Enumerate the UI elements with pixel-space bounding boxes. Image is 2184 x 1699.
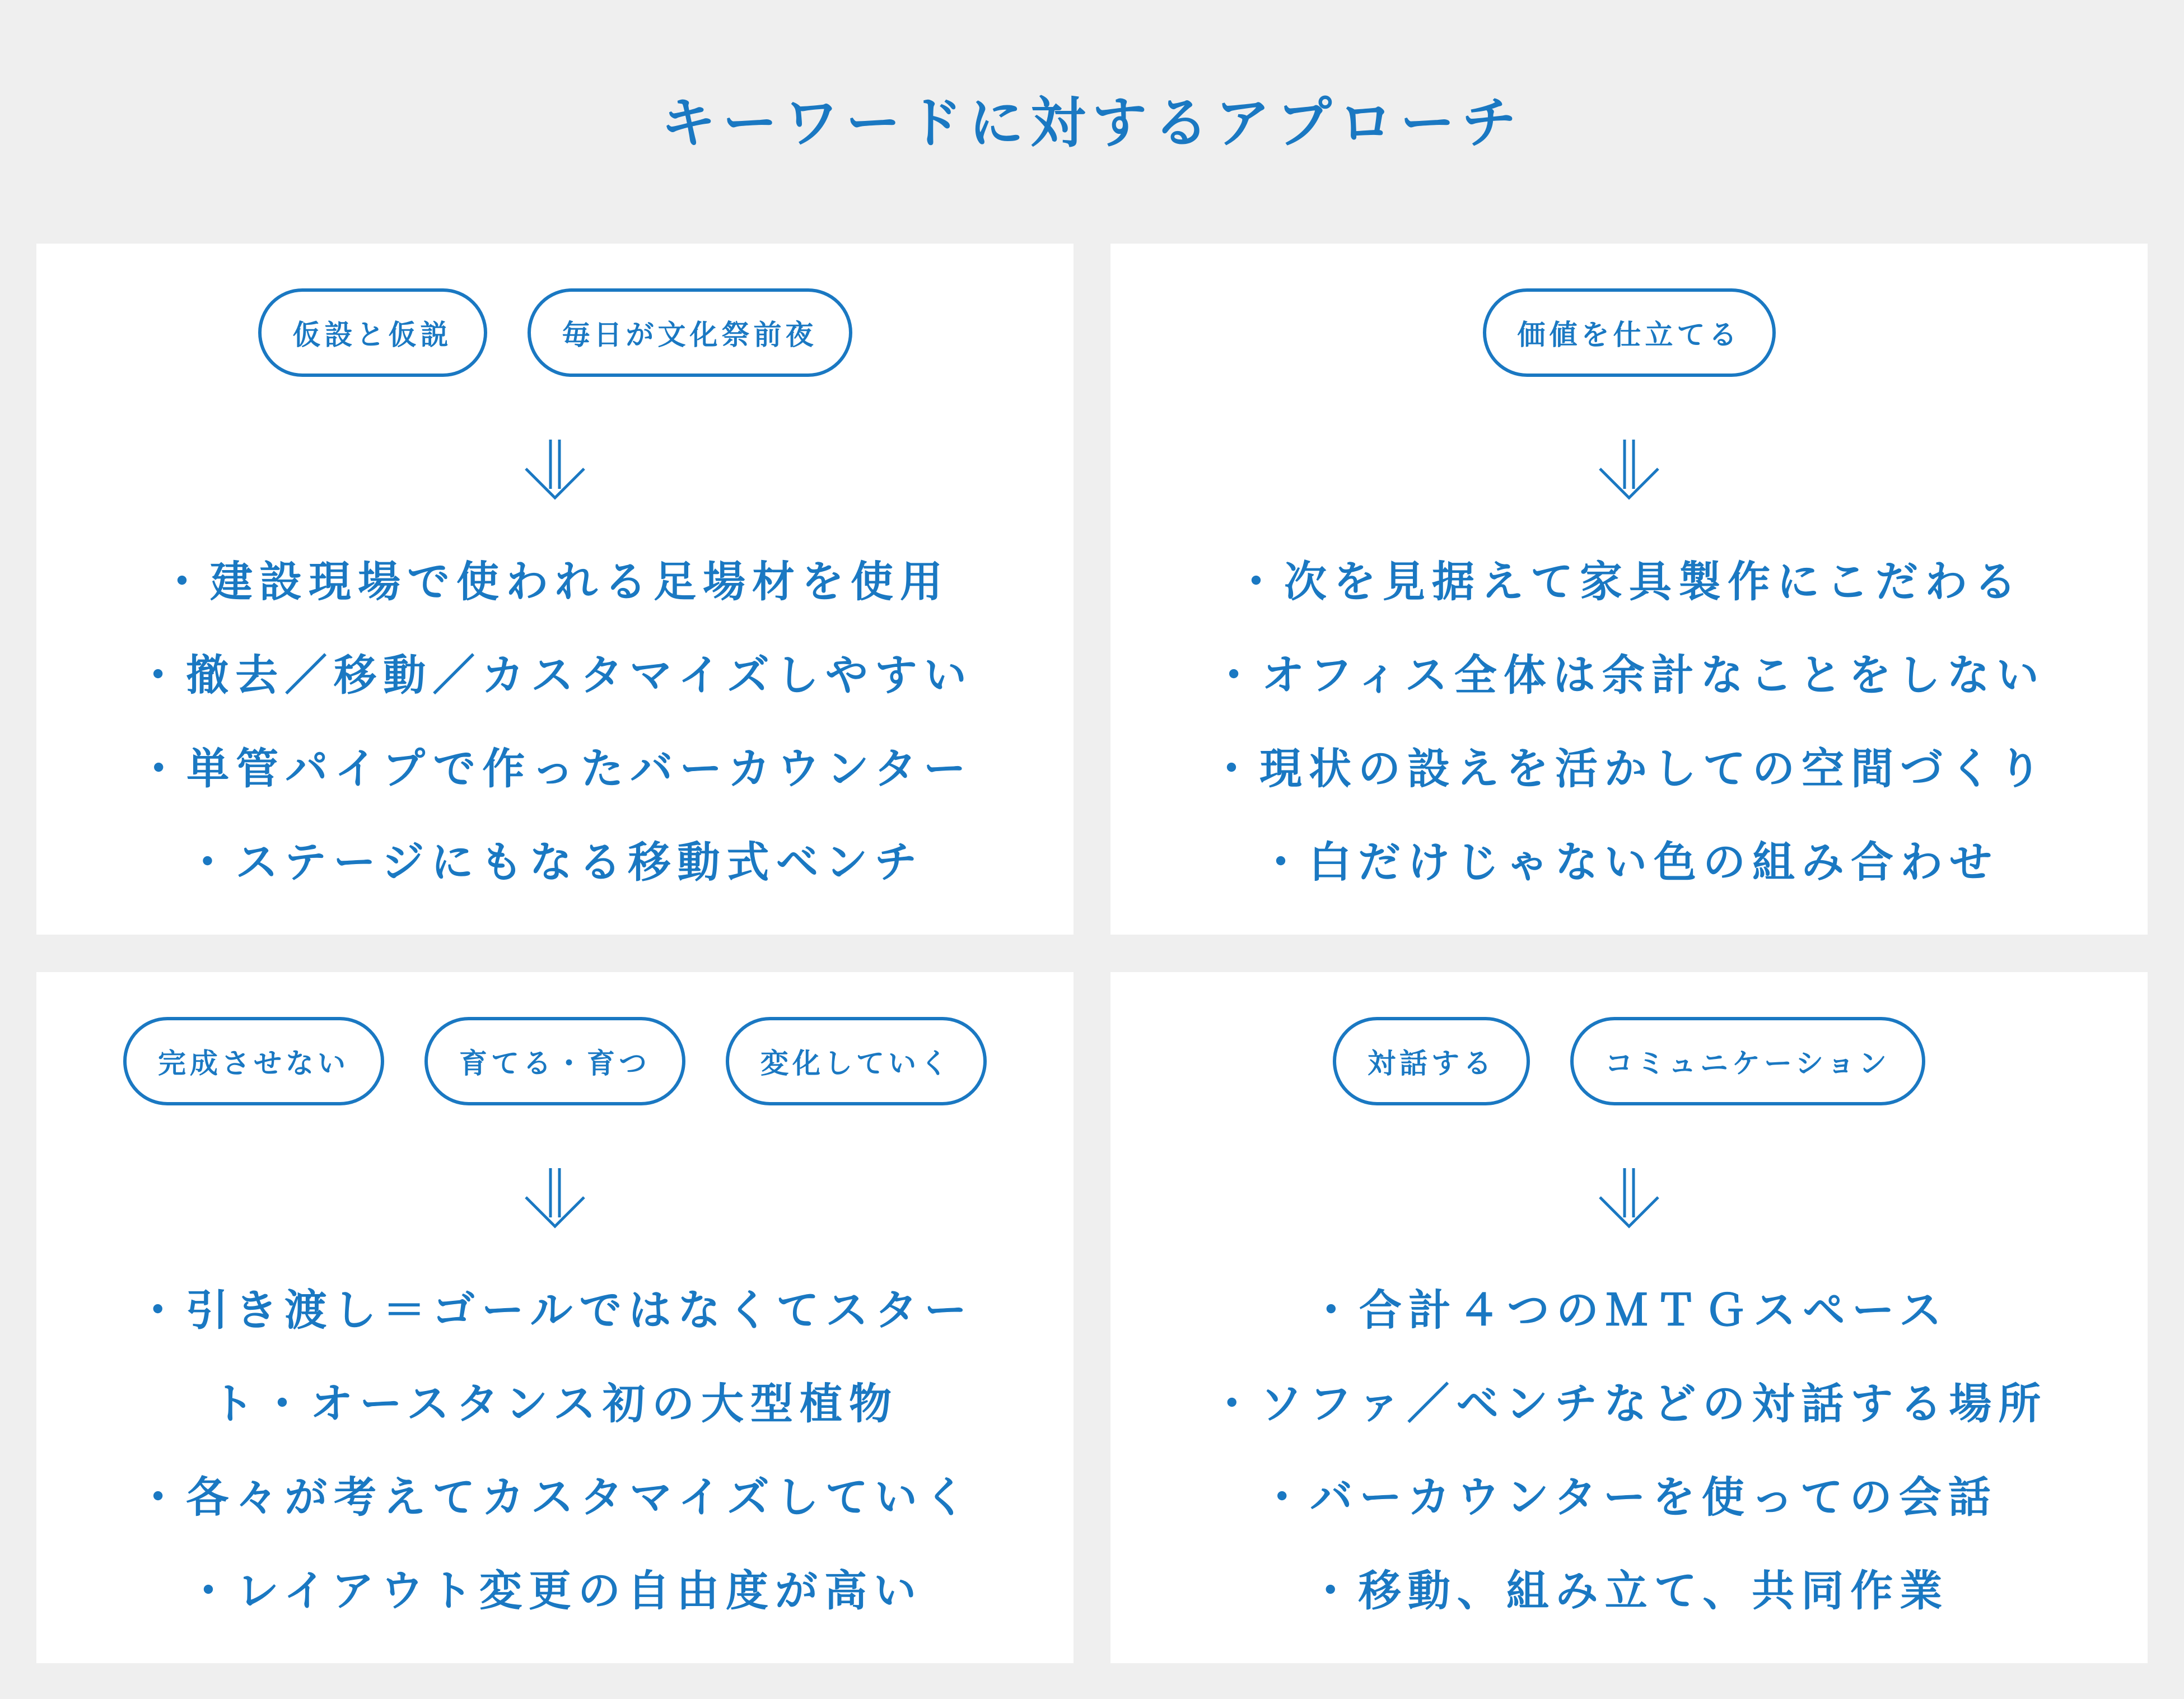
list-item: ・移動、組み立て、共同作業	[1309, 1566, 1949, 1616]
keyword-tag: 対話する	[1333, 1017, 1530, 1105]
approach-list	[36, 535, 1074, 909]
double-down-arrow-icon	[1595, 440, 1663, 501]
keyword-panel-top-left	[36, 244, 1074, 935]
list-item: ・合計４つのＭＴＧスペース	[1309, 1285, 1949, 1335]
list-item: ・レイアウト変更の自由度が高い	[187, 1566, 923, 1616]
keyword-tag: 変化していく	[726, 1017, 987, 1105]
keyword-tag: 育てる・育つ	[424, 1017, 685, 1105]
list-item: ・ステージにもなる移動式ベンチ	[186, 837, 924, 887]
keyword-panel-bottom-left	[36, 972, 1074, 1663]
list-item: ・現状の設えを活かしての空間づくり	[1210, 744, 2048, 794]
list-item: ・引き渡し＝ゴールではなくてスター	[136, 1285, 974, 1335]
keyword-tags	[1110, 288, 2148, 384]
list-item: ・撤去／移動／カスタマイズしやすい	[137, 650, 973, 700]
double-down-arrow-icon	[521, 1168, 589, 1230]
list-item: ・ソファ／ベンチなどの対話する場所	[1210, 1379, 2048, 1429]
approach-list	[1110, 1263, 2148, 1637]
double-down-arrow-icon	[521, 440, 589, 501]
keyword-panel-bottom-right	[1110, 972, 2148, 1663]
list-item: ・次を見据えて家具製作にこだわる	[1235, 557, 2023, 606]
keyword-tag: コミュニケーション	[1570, 1017, 1925, 1105]
keyword-tag: 価値を仕立てる	[1483, 288, 1776, 377]
keyword-tag: 仮設と仮説	[258, 288, 487, 377]
list-item: ・白だけじゃない色の組み合わせ	[1259, 837, 1999, 887]
list-item: ・各々が考えてカスタマイズしていく	[137, 1472, 973, 1522]
list-item: ・オフィス全体は余計なことをしない	[1212, 650, 2046, 700]
list-item: ・単管パイプで作ったバーカウンター	[137, 744, 973, 794]
double-down-arrow-icon	[1595, 1168, 1663, 1230]
keyword-tags	[36, 288, 1074, 384]
keyword-tags	[36, 1017, 1074, 1112]
approach-list	[1110, 535, 2148, 909]
approach-list	[36, 1263, 1074, 1637]
list-item: ・建設現場で使われる足場材を使用	[161, 557, 949, 606]
page-title: キーワードに対するアプローチ	[660, 91, 1523, 155]
keyword-tag: 完成させない	[123, 1017, 384, 1105]
keyword-tags	[1110, 1017, 2148, 1112]
keyword-tag: 毎日が文化祭前夜	[528, 288, 852, 377]
list-item: ト・オースタンス初の大型植物	[212, 1379, 898, 1429]
list-item: ・バーカウンターを使っての会話	[1261, 1472, 1998, 1522]
keyword-panel-top-right	[1110, 244, 2148, 935]
